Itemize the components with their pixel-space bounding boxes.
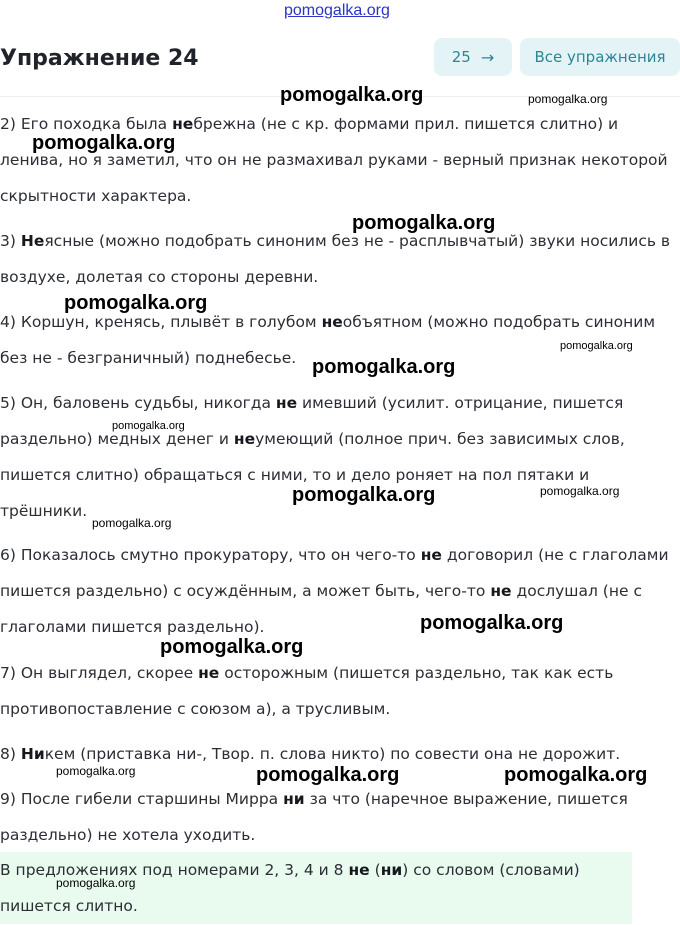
watermark: pomogalka.org bbox=[56, 764, 136, 778]
watermark: pomogalka.org bbox=[256, 764, 400, 786]
next-exercise-number: 25 bbox=[451, 48, 471, 66]
watermark: pomogalka.org bbox=[112, 420, 185, 432]
all-exercises-button[interactable]: Все упражнения bbox=[520, 38, 680, 76]
watermark: pomogalka.org bbox=[312, 356, 456, 378]
watermark: pomogalka.org bbox=[160, 636, 304, 658]
arrow-right-icon: → bbox=[480, 47, 495, 67]
sentence-9: 9) После гибели старшины Мирра ни за что (наречное выражение, пишется раздельно) не хотела уходить. bbox=[0, 790, 628, 844]
page-title: Упражнение 24 bbox=[0, 46, 199, 71]
sentence-4: 4) Коршун, кренясь, плывёт в голубом необъятном (можно подобрать синоним без не - безграничный) поднебесье. bbox=[0, 313, 656, 367]
sentence-3: 3) Неясные (можно подобрать синоним без не - расплывчатый) звуки носились в воздухе, долетая со стороны деревни. bbox=[0, 232, 671, 286]
watermark: pomogalka.org bbox=[504, 764, 648, 786]
sentence-8: 8) Никем (приставка ни-, Твор. п. слова никто) по совести она не дорожит. bbox=[0, 745, 621, 763]
watermark: pomogalka.org bbox=[420, 612, 564, 634]
watermark: pomogalka.org bbox=[540, 484, 620, 498]
conclusion-text: В предложениях под номерами 2, 3, 4 и 8 не (ни) со словом (словами) пишется слитно. bbox=[0, 861, 580, 915]
watermark: pomogalka.org bbox=[280, 84, 424, 106]
watermark-link-top[interactable]: pomogalka.org bbox=[284, 2, 390, 19]
watermark: pomogalka.org bbox=[560, 340, 633, 352]
watermark: pomogalka.org bbox=[92, 516, 172, 530]
sentence-5: 5) Он, баловень судьбы, никогда не имевший (усилит. отрицание, пишется раздельно) медных денег и неумеющий (полное прич. без зависимых слов, пишется слитно) обращаться с ними, то и дело роняет на пол пятаки и трёшники. bbox=[0, 394, 625, 520]
sentence-7: 7) Он выглядел, скорее не осторожным (пишется раздельно, так как есть противопоставление с союзом а), а трусливым. bbox=[0, 664, 614, 718]
watermark: pomogalka.org bbox=[32, 132, 176, 154]
sentence-6: 6) Показалось смутно прокуратору, что он чего-то не договорил (не с глаголами пишется раздельно) с осуждённым, а может быть, чего-то не дослушал (не с глаголами пишется раздельно). bbox=[0, 546, 669, 636]
watermark: pomogalka.org bbox=[292, 484, 436, 506]
watermark: pomogalka.org bbox=[528, 92, 608, 106]
watermark: pomogalka.org bbox=[56, 876, 136, 890]
next-exercise-button[interactable] bbox=[434, 38, 512, 76]
watermark: pomogalka.org bbox=[352, 212, 496, 234]
watermark: pomogalka.org bbox=[64, 292, 208, 314]
sentence-2: 2) Его походка была небрежна (не с кр. формами прил. пишется слитно) и ленива, но я заметил, что он не размахивал руками - верный признак некоторой скрытности характера. bbox=[0, 115, 668, 205]
